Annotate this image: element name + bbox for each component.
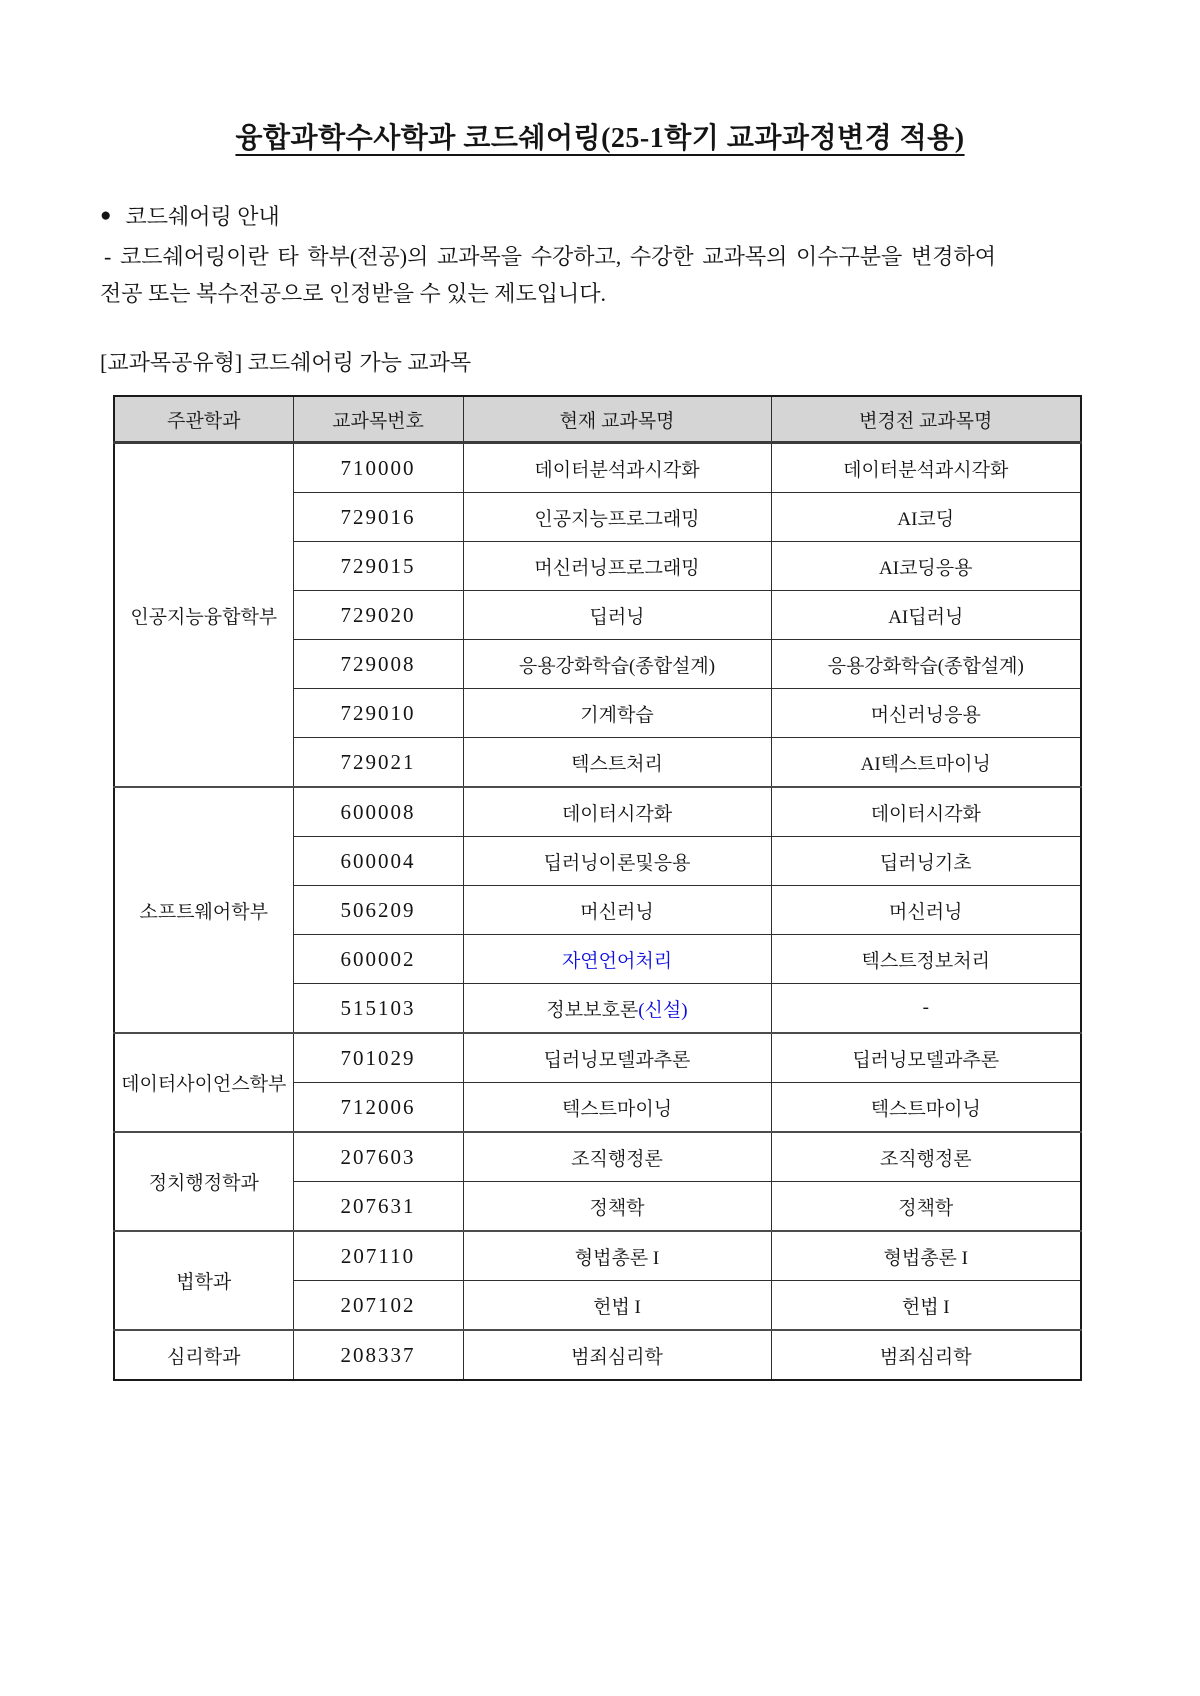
current-course-name-cell: 자연언어처리	[463, 935, 771, 984]
previous-course-name-cell: AI딥러닝	[771, 591, 1081, 640]
current-course-name-cell: 딥러닝이론및응용	[463, 837, 771, 886]
course-code-cell: 600008	[293, 787, 463, 837]
course-code-cell: 600002	[293, 935, 463, 984]
course-name-text: 정보보호론	[546, 999, 639, 1021]
current-course-name-cell: 딥러닝모델과추론	[463, 1033, 771, 1083]
current-course-name-cell: 데이터분석과시각화	[463, 443, 771, 493]
department-cell: 데이터사이언스학부	[114, 1033, 293, 1132]
notice-heading	[100, 202, 1100, 232]
table-header-row	[114, 396, 1081, 443]
code-sharing-course-table	[113, 395, 1082, 1381]
current-course-name-cell: 텍스트마이닝	[463, 1083, 771, 1133]
course-code-cell: 729020	[293, 591, 463, 640]
course-code-cell: 207631	[293, 1182, 463, 1232]
current-course-name-cell: 딥러닝	[463, 591, 771, 640]
previous-course-name-cell: AI코딩응용	[771, 542, 1081, 591]
course-row	[114, 787, 1081, 837]
previous-course-name-cell: 헌법 I	[771, 1281, 1081, 1331]
table-caption: [교과목공유형] 코드쉐어링 가능 교과목	[100, 350, 472, 375]
current-course-name-cell: 머신러닝프로그래밍	[463, 542, 771, 591]
previous-course-name-cell: 텍스트마이닝	[771, 1083, 1081, 1133]
course-code-cell: 207603	[293, 1132, 463, 1182]
course-row	[114, 1033, 1081, 1083]
previous-course-name-cell: 형법총론 I	[771, 1231, 1081, 1281]
previous-course-name-cell: 조직행정론	[771, 1132, 1081, 1182]
column-header-current-course-name: 현재 교과목명	[463, 396, 771, 443]
current-course-name-cell: 인공지능프로그래밍	[463, 493, 771, 542]
department-group	[114, 443, 1081, 788]
new-course-flag: (신설)	[638, 999, 688, 1021]
course-row	[114, 443, 1081, 493]
department-cell: 인공지능융합학부	[114, 443, 293, 788]
course-code-cell: 710000	[293, 443, 463, 493]
notice-description-line: - 코드쉐어링이란 타 학부(전공)의 교과목을 수강하고, 수강한 교과목의 이수구분을 변경하여	[104, 244, 996, 269]
current-course-name-cell: 머신러닝	[463, 886, 771, 935]
column-header-previous-course-name: 변경전 교과목명	[771, 396, 1081, 443]
previous-course-name-cell: 응용강화학습(종합설계)	[771, 640, 1081, 689]
department-cell: 정치행정학과	[114, 1132, 293, 1231]
notice-description	[100, 238, 1100, 312]
course-code-cell: 208337	[293, 1330, 463, 1380]
department-group	[114, 787, 1081, 1033]
department-group	[114, 1231, 1081, 1330]
previous-course-name-cell: -	[771, 984, 1081, 1034]
course-row	[114, 1132, 1081, 1182]
course-code-cell: 729008	[293, 640, 463, 689]
current-course-name-cell: 텍스트처리	[463, 738, 771, 788]
course-code-cell: 701029	[293, 1033, 463, 1083]
department-cell: 소프트웨어학부	[114, 787, 293, 1033]
bullet-icon: ●	[100, 205, 112, 226]
department-group	[114, 1330, 1081, 1380]
current-course-name-cell: 기계학습	[463, 689, 771, 738]
course-row	[114, 1330, 1081, 1380]
course-code-cell: 729021	[293, 738, 463, 788]
previous-course-name-cell: 머신러닝	[771, 886, 1081, 935]
course-code-cell: 207102	[293, 1281, 463, 1331]
department-group	[114, 1132, 1081, 1231]
department-cell: 법학과	[114, 1231, 293, 1330]
previous-course-name-cell: 데이터시각화	[771, 787, 1081, 837]
previous-course-name-cell: 머신러닝응용	[771, 689, 1081, 738]
current-course-name-cell: 조직행정론	[463, 1132, 771, 1182]
column-header-course-code: 교과목번호	[293, 396, 463, 443]
department-group	[114, 1033, 1081, 1132]
current-course-name-cell	[463, 984, 771, 1034]
course-row	[114, 1231, 1081, 1281]
course-code-cell: 712006	[293, 1083, 463, 1133]
department-cell: 심리학과	[114, 1330, 293, 1380]
previous-course-name-cell: 딥러닝기초	[771, 837, 1081, 886]
course-code-cell: 729015	[293, 542, 463, 591]
page-title-text: 융합과학수사학과 코드쉐어링(25-1학기 교과과정변경 적용)	[235, 123, 965, 154]
course-code-cell: 600004	[293, 837, 463, 886]
current-course-name-cell: 형법총론 I	[463, 1231, 771, 1281]
previous-course-name-cell: AI코딩	[771, 493, 1081, 542]
course-code-cell: 207110	[293, 1231, 463, 1281]
page-title	[100, 118, 1100, 160]
previous-course-name-cell: 딥러닝모델과추론	[771, 1033, 1081, 1083]
course-code-cell: 515103	[293, 984, 463, 1034]
current-course-name-cell: 헌법 I	[463, 1281, 771, 1331]
current-course-name-cell: 범죄심리학	[463, 1330, 771, 1380]
current-course-name-cell: 응용강화학습(종합설계)	[463, 640, 771, 689]
previous-course-name-cell: AI텍스트마이닝	[771, 738, 1081, 788]
course-code-cell: 729016	[293, 493, 463, 542]
notice-heading-label: 코드쉐어링 안내	[125, 204, 280, 229]
course-code-cell: 729010	[293, 689, 463, 738]
course-code-cell: 506209	[293, 886, 463, 935]
previous-course-name-cell: 범죄심리학	[771, 1330, 1081, 1380]
current-course-name-cell: 정책학	[463, 1182, 771, 1232]
previous-course-name-cell: 데이터분석과시각화	[771, 443, 1081, 493]
column-header-department: 주관학과	[114, 396, 293, 443]
previous-course-name-cell: 텍스트정보처리	[771, 935, 1081, 984]
notice-description-line: 전공 또는 복수전공으로 인정받을 수 있는 제도입니다.	[100, 281, 607, 306]
current-course-name-cell: 데이터시각화	[463, 787, 771, 837]
previous-course-name-cell: 정책학	[771, 1182, 1081, 1232]
